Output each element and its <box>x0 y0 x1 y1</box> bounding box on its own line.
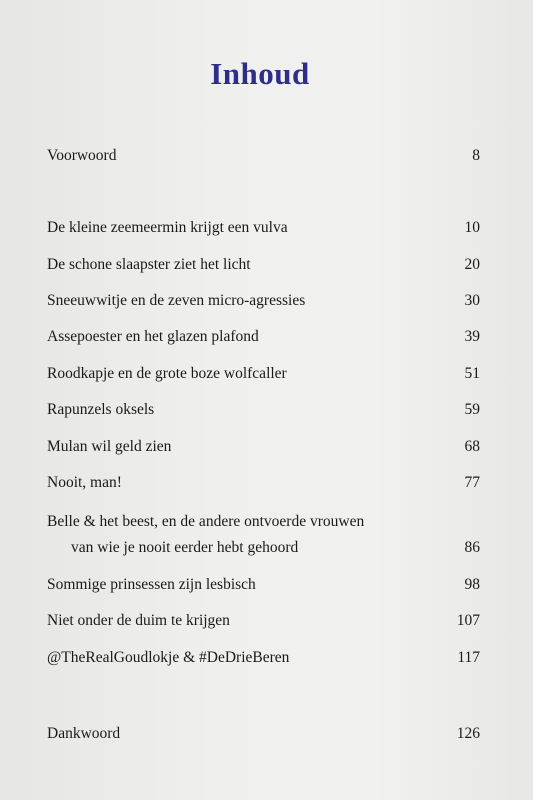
toc-entry-page: 86 <box>464 539 480 556</box>
toc-entry-page: 8 <box>472 147 480 164</box>
toc-entry-label: Belle & het beest, en de andere ontvoerde vrouwen <box>47 513 365 530</box>
toc-entry-label: Voorwoord <box>47 147 117 164</box>
toc-entry-label: Niet onder de duim te krijgen <box>47 612 230 629</box>
page-title: Inhoud <box>210 56 310 91</box>
toc-entry-label: Rapunzels oksels <box>47 401 155 418</box>
toc-entry-label: Roodkapje en de grote boze wolfcaller <box>47 365 287 382</box>
toc-entry-label: Sommige prinsessen zijn lesbisch <box>47 576 256 593</box>
toc-entry-page: 68 <box>464 438 480 455</box>
toc-entry-page: 59 <box>464 401 480 418</box>
toc-entry-label: Mulan wil geld zien <box>47 438 172 455</box>
toc-entry-label: De kleine zeemeermin krijgt een vulva <box>47 219 288 236</box>
toc-entry-label: Dankwoord <box>47 725 121 742</box>
toc-entry-page: 126 <box>456 725 480 742</box>
toc-entry-page: 10 <box>464 219 480 236</box>
toc-entry-label: Assepoester en het glazen plafond <box>47 328 259 345</box>
toc-entry-page: 39 <box>464 328 480 345</box>
toc-entry-page: 77 <box>464 474 480 491</box>
toc-entry-label: van wie je nooit eerder hebt gehoord <box>71 539 299 556</box>
toc-entry-label: Sneeuwwitje en de zeven micro-agressies <box>47 292 306 309</box>
toc-entry-label: De schone slaapster ziet het licht <box>47 256 251 273</box>
toc-entry-label: @TheRealGoudlokje & #DeDrieBeren <box>47 649 290 666</box>
toc-entry-page: 98 <box>464 576 480 593</box>
toc-entry-label: Nooit, man! <box>47 474 122 491</box>
toc-entry-page: 107 <box>456 612 480 629</box>
toc-entry-page: 30 <box>464 292 480 309</box>
toc-entry-page: 51 <box>464 365 480 382</box>
toc-entry-page: 117 <box>457 649 480 666</box>
toc-entry-page: 20 <box>464 256 480 273</box>
